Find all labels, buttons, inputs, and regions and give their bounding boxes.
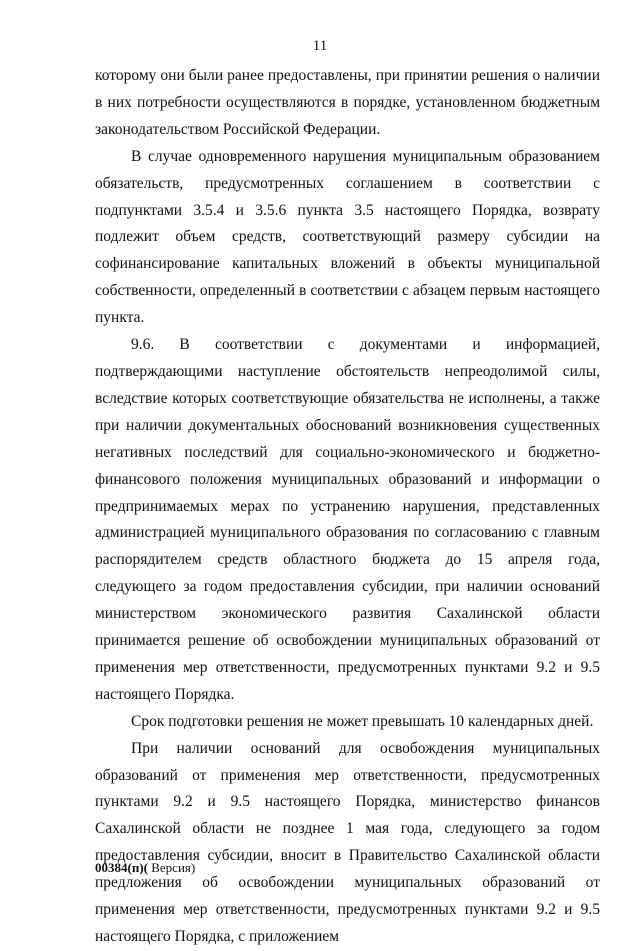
paragraph-continuation: которому они были ранее предоставлены, при принятии решения о наличии в них потребности осуществляются в порядке, установленном бюджетным законодательством Российской Федерации. <box>95 67 600 138</box>
paragraph-decision-deadline: Срок подготовки решения не может превышать 10 календарных дней. <box>131 712 594 730</box>
footer-code-id: 00384(п)( <box>95 860 148 875</box>
footer-version: Версия) <box>147 860 196 875</box>
paragraph-9-6: 9.6. В соответствии с документами и информацией, подтверждающими наступление обстоятельств непреодолимой силы, вследствие которых соответствующие обязательства не исполнены, а также при наличии документальных обоснований возникновения существенных негативных последствий для социально-экономического и бюджетно-финансового положения муниципальных образований и информации о предпринимаемых мерах по устранению нарушения, представленных администрацией муниципального образования по согласованию с главным распорядителем средств областного бюджета до 15 апреля года, следующего за годом предоставления субсидии, при наличии оснований министерством экономического развития Сахалинской области принимается решение об освобождении муниципальных образований от применения мер ответственности, предусмотренных пунктами 9.2 и 9.5 настоящего Порядка. <box>95 336 600 703</box>
body-text <box>95 63 600 951</box>
document-footer-code <box>95 860 195 876</box>
paragraph-simultaneous-violation: В случае одновременного нарушения муниципальным образованием обязательств, предусмотренных соглашением в соответствии с подпунктами 3.5.4 и 3.5.6 пункта 3.5 настоящего Порядка, возврату подлежит объем средств, соответствующий размеру субсидии на софинансирование капитальных вложений в объекты муниципальной собственности, определенный в соответствии с абзацем первым настоящего пункта. <box>95 147 600 327</box>
page-number: 11 <box>312 38 328 54</box>
paragraph-exemption-grounds: При наличии оснований для освобождения муниципальных образований от применения мер ответственности, предусмотренных пунктами 9.2 и 9.5 настоящего Порядка, министерство финансов Сахалинской области не позднее 1 мая года, следующего за годом предоставления субсидии, вносит в Правительство Сахалинской области предложения об освобождении муниципальных образований от применения мер ответственности, предусмотренных пунктами 9.2 и 9.5 настоящего Порядка, с приложением <box>95 739 600 945</box>
